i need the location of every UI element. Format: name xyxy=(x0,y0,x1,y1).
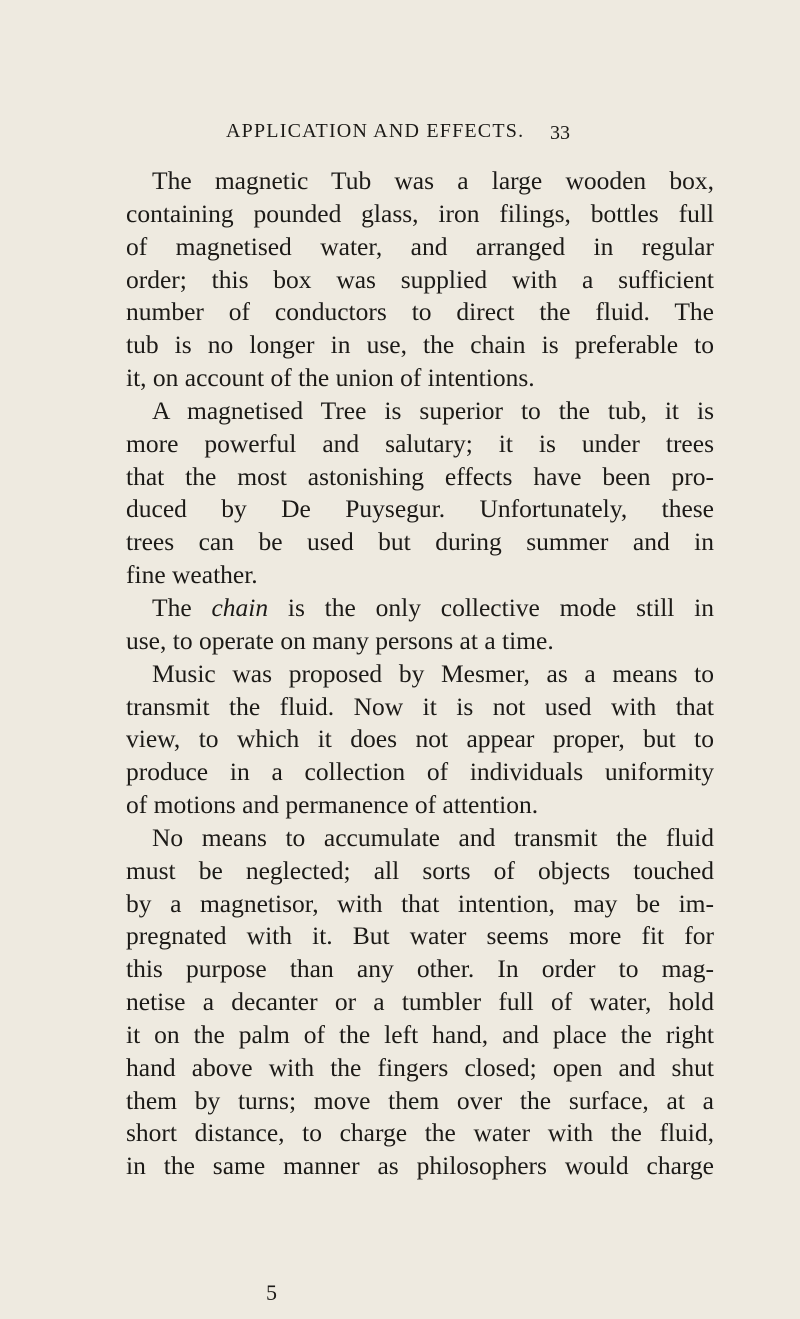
text-line: number of conductors to direct the fluid. The xyxy=(126,297,714,327)
page-number: 33 xyxy=(550,122,570,144)
text-line: of magnetised water, and arranged in regular xyxy=(126,231,714,261)
text-line: pregnated with it. But water seems more fit for xyxy=(126,921,714,951)
text-line: view, to which it does not appear proper, but to xyxy=(126,724,714,754)
text-line: containing pounded glass, iron filings, bottles full xyxy=(126,198,714,228)
text-line: transmit the fluid. Now it is not used with that xyxy=(126,691,714,721)
text-line: produce in a collection of individuals uniformity xyxy=(126,757,714,787)
text-line: must be neglected; all sorts of objects touched xyxy=(126,855,714,885)
text-line: trees can be used but during summer and in xyxy=(126,527,714,557)
text-line: of motions and permanence of attention. xyxy=(126,790,539,820)
text-line: that the most astonishing effects have been pro- xyxy=(126,461,714,491)
running-header: APPLICATION AND EFFECTS. xyxy=(226,120,525,142)
text-line: by a magnetisor, with that intention, may be im- xyxy=(126,888,714,918)
signature-mark: 5 xyxy=(266,1280,277,1305)
text-line: it on the palm of the left hand, and place the right xyxy=(126,1019,714,1049)
text-line: netise a decanter or a tumbler full of water, hold xyxy=(126,987,714,1017)
text-line: more powerful and salutary; it is under trees xyxy=(126,428,714,458)
text-line: use, to operate on many persons at a time. xyxy=(126,625,554,655)
text-line: The magnetic Tub was a large wooden box, xyxy=(152,166,714,195)
text-line: A magnetised Tree is superior to the tub, it is xyxy=(152,395,714,425)
italic-word: chain xyxy=(211,592,269,622)
text-line: in the same manner as philosophers would charge xyxy=(126,1151,714,1181)
text-line: them by turns; move them over the surface, at a xyxy=(126,1085,714,1115)
text-line: order; this box was supplied with a sufficient xyxy=(126,264,714,294)
text-line: The chain is the only collective mode still in xyxy=(152,592,714,622)
text-line: it, on account of the union of intentions. xyxy=(126,363,535,393)
text-line: hand above with the fingers closed; open and shut xyxy=(126,1052,714,1082)
text-line: this purpose than any other. In order to mag- xyxy=(126,954,714,984)
text-line: short distance, to charge the water with the fluid, xyxy=(126,1118,714,1148)
text-line: Music was proposed by Mesmer, as a means to xyxy=(152,658,714,688)
text-line: fine weather. xyxy=(126,560,258,590)
text-line: No means to accumulate and transmit the fluid xyxy=(152,822,714,852)
text-line: duced by De Puysegur. Unfortunately, these xyxy=(126,494,714,524)
body-text xyxy=(126,165,714,1183)
text-line: tub is no longer in use, the chain is preferable to xyxy=(126,330,714,360)
